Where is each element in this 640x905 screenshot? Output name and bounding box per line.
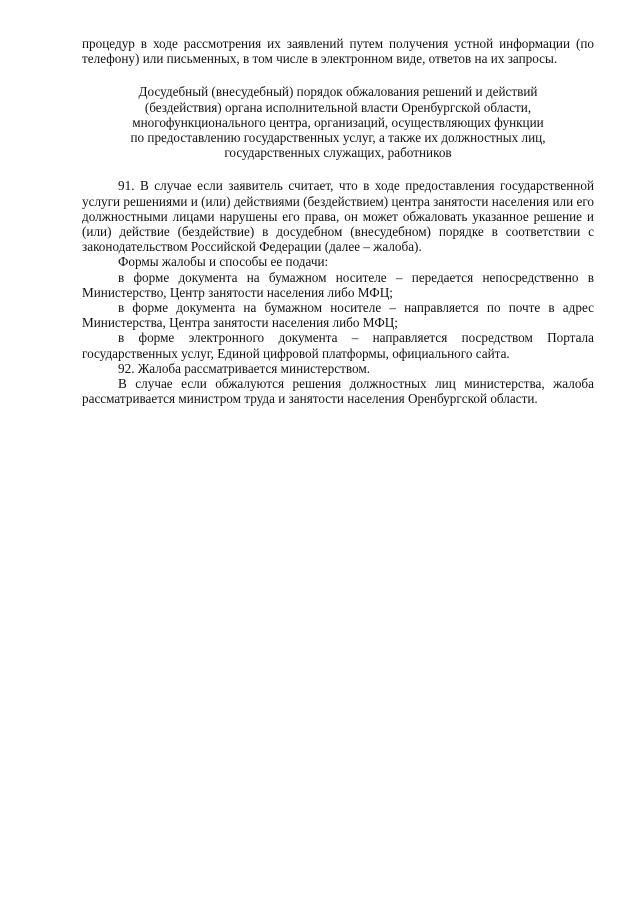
section-heading-line: государственных служащих, работников [224, 145, 452, 161]
minister-review-paragraph: В случае если обжалуются решения должностных лиц министерства, жалоба рассматривается министром труда и занятости населения Оренбургской области. [82, 376, 594, 407]
intro-paragraph: процедур в ходе рассмотрения их заявлений путем получения устной информации (по телефону) или письменных, в том числе в электронном виде, ответов на их запросы. [82, 36, 594, 67]
section-heading-line: многофункционального центра, организаций, осуществляющих функции [132, 114, 544, 130]
complaint-form-electronic: в форме электронного документа – направляется посредством Портала государственных услуг, Единой цифровой платформы, официального сайта. [82, 330, 594, 361]
section-heading-line: (бездействия) органа исполнительной власти Оренбургской области, [144, 99, 532, 115]
section-heading-line: Досудебный (внесудебный) порядок обжалования решений и действий [138, 84, 538, 100]
section-heading-line: по предоставлению государственных услуг, а также их должностных лиц, [130, 130, 546, 146]
complaint-form-paper-direct: в форме документа на бумажном носителе – передается непосредственно в Министерство, Центр занятости населения либо МФЦ; [82, 269, 594, 300]
document-page [82, 36, 594, 406]
complaint-form-paper-mail: в форме документа на бумажном носителе – направляется по почте в адрес Министерства, Центра занятости населения либо МФЦ; [82, 300, 594, 331]
complaint-forms-intro: Формы жалобы и способы ее подачи: [118, 254, 329, 270]
section-heading [82, 84, 594, 160]
paragraph-91: 91. В случае если заявитель считает, что в ходе предоставления государственной услуги решениями и (или) действиями (бездействием) центра занятости населения или его должностными лицами нарушены его права, он может обжаловать указанное решение и (или) действие (бездействие) в досудебном (внесудебном) порядке в соответствии с законодательством Российской Федерации (далее – жалоба). [82, 178, 594, 255]
paragraph-92: 92. Жалоба рассматривается министерством. [118, 360, 370, 376]
